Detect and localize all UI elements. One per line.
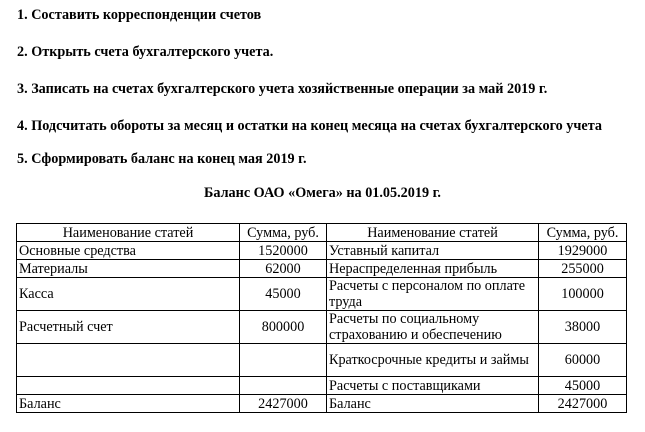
- table-row: [17, 260, 627, 278]
- table-row: [17, 242, 627, 260]
- liability-sum: 45000: [539, 377, 627, 395]
- header-liabilities-name: Наименование статей: [327, 224, 539, 242]
- liability-sum: 1929000: [539, 242, 627, 260]
- balance-title: Баланс ОАО «Омега» на 01.05.2019 г.: [204, 185, 441, 201]
- table-row: [17, 311, 627, 344]
- asset-name: [17, 344, 240, 377]
- liability-sum: 38000: [539, 311, 627, 344]
- asset-name: Основные средства: [17, 242, 240, 260]
- liability-name: Расчеты с поставщиками: [327, 377, 539, 395]
- task-5: 5. Сформировать баланс на конец мая 2019 г.: [17, 151, 307, 167]
- liability-sum: 100000: [539, 278, 627, 311]
- header-assets-name: Наименование статей: [17, 224, 240, 242]
- asset-sum: [240, 377, 327, 395]
- header-assets-sum: Сумма, руб.: [240, 224, 327, 242]
- table-row: [17, 278, 627, 311]
- table-header-row: [17, 224, 627, 242]
- task-1: 1. Составить корреспонденции счетов: [17, 7, 262, 23]
- table-row: [17, 344, 627, 377]
- asset-sum: 45000: [240, 278, 327, 311]
- asset-sum: 1520000: [240, 242, 327, 260]
- asset-name: Материалы: [17, 260, 240, 278]
- task-2: 2. Открыть счета бухгалтерского учета.: [17, 44, 274, 60]
- asset-name: Касса: [17, 278, 240, 311]
- liability-sum: 255000: [539, 260, 627, 278]
- table-total-row: [17, 395, 627, 413]
- liability-name: Краткосрочные кредиты и займы: [327, 344, 539, 377]
- liability-total-label: Баланс: [327, 395, 539, 413]
- task-3: 3. Записать на счетах бухгалтерского учета хозяйственные операции за май 2019 г.: [17, 81, 548, 97]
- asset-sum: 62000: [240, 260, 327, 278]
- asset-sum: 800000: [240, 311, 327, 344]
- asset-total-sum: 2427000: [240, 395, 327, 413]
- balance-table: [16, 223, 627, 413]
- liability-name: Нераспределенная прибыль: [327, 260, 539, 278]
- liability-total-sum: 2427000: [539, 395, 627, 413]
- liability-name: Расчеты с персоналом по оплате труда: [327, 278, 539, 311]
- asset-name: Расчетный счет: [17, 311, 240, 344]
- liability-name: Расчеты по социальному страхованию и обеспечению: [327, 311, 539, 344]
- asset-sum: [240, 344, 327, 377]
- table-row: [17, 377, 627, 395]
- header-liabilities-sum: Сумма, руб.: [539, 224, 627, 242]
- liability-sum: 60000: [539, 344, 627, 377]
- task-4: 4. Подсчитать обороты за месяц и остатки на конец месяца на счетах бухгалтерского учета: [17, 118, 602, 134]
- asset-total-label: Баланс: [17, 395, 240, 413]
- liability-name: Уставный капитал: [327, 242, 539, 260]
- asset-name: [17, 377, 240, 395]
